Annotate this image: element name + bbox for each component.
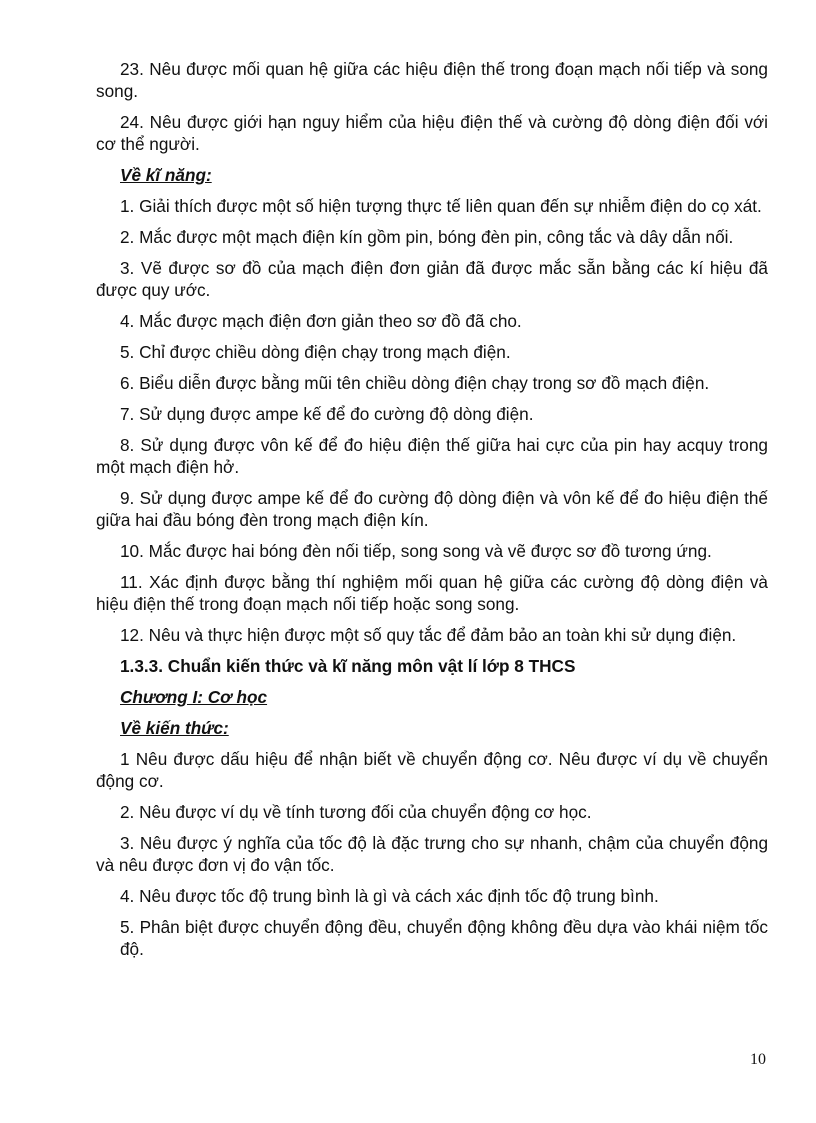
skill-item-4: 4. Mắc được mạch điện đơn giản theo sơ đồ đã cho.: [120, 311, 522, 331]
knowledge-item-2: 2. Nêu được ví dụ về tính tương đối của chuyển động cơ học.: [120, 802, 592, 822]
skill-item-9: 9. Sử dụng được ampe kế để đo cường độ dòng điện và vôn kế để đo hiệu điện thế giữa hai đầu bóng đèn trong mạch điện kín.: [96, 488, 768, 530]
skill-item-7: 7. Sử dụng được ampe kế để đo cường độ dòng điện.: [120, 404, 534, 424]
skill-item-6: 6. Biểu diễn được bằng mũi tên chiều dòng điện chạy trong sơ đồ mạch điện.: [120, 373, 710, 393]
knowledge-item-3: 3. Nêu được ý nghĩa của tốc độ là đặc trưng cho sự nhanh, chậm của chuyển động và nêu được đơn vị đo vận tốc.: [96, 833, 768, 875]
skill-item-11: 11. Xác định được bằng thí nghiệm mối quan hệ giữa các cường độ dòng điện và hiệu điện thế trong đoạn mạch nối tiếp hoặc song song.: [96, 572, 768, 614]
knowledge-item-4: 4. Nêu được tốc độ trung bình là gì và cách xác định tốc độ trung bình.: [120, 886, 659, 906]
skill-item-12: 12. Nêu và thực hiện được một số quy tắc để đảm bảo an toàn khi sử dụng điện.: [120, 625, 737, 645]
skill-item-8: 8. Sử dụng được vôn kế để đo hiệu điện thế giữa hai cực của pin hay acquy trong một mạch điện hở.: [96, 435, 768, 477]
section-title: 1.3.3. Chuẩn kiến thức và kĩ năng môn vật lí lớp 8 THCS: [120, 656, 576, 676]
knowledge-item-5: 5. Phân biệt được chuyển động đều, chuyển động không đều dựa vào khái niệm tốc độ.: [120, 917, 768, 959]
paragraph-23: 23. Nêu được mối quan hệ giữa các hiệu điện thế trong đoạn mạch nối tiếp và song song.: [96, 59, 768, 101]
knowledge-heading: Về kiến thức:: [120, 718, 229, 738]
skill-item-3: 3. Vẽ được sơ đồ của mạch điện đơn giản đã được mắc sẵn bằng các kí hiệu đã được quy ước.: [96, 258, 768, 300]
knowledge-item-1: 1 Nêu được dấu hiệu để nhận biết về chuyển động cơ. Nêu được ví dụ về chuyển động cơ.: [96, 749, 768, 791]
chapter-heading: Chương I: Cơ học: [120, 687, 268, 707]
skill-item-1: 1. Giải thích được một số hiện tượng thực tế liên quan đến sự nhiễm điện do cọ xát.: [120, 196, 762, 216]
paragraph-24: 24. Nêu được giới hạn nguy hiểm của hiệu điện thế và cường độ dòng điện đối với cơ thể người.: [96, 112, 768, 154]
skill-item-2: 2. Mắc được một mạch điện kín gồm pin, bóng đèn pin, công tắc và dây dẫn nối.: [120, 227, 734, 247]
skill-item-5: 5. Chỉ được chiều dòng điện chạy trong mạch điện.: [120, 342, 511, 362]
skill-item-10: 10. Mắc được hai bóng đèn nối tiếp, song song và vẽ được sơ đồ tương ứng.: [120, 541, 712, 561]
page-number: 10: [750, 1051, 766, 1068]
skills-heading: Về kĩ năng:: [120, 165, 212, 185]
document-page: [96, 58, 768, 969]
